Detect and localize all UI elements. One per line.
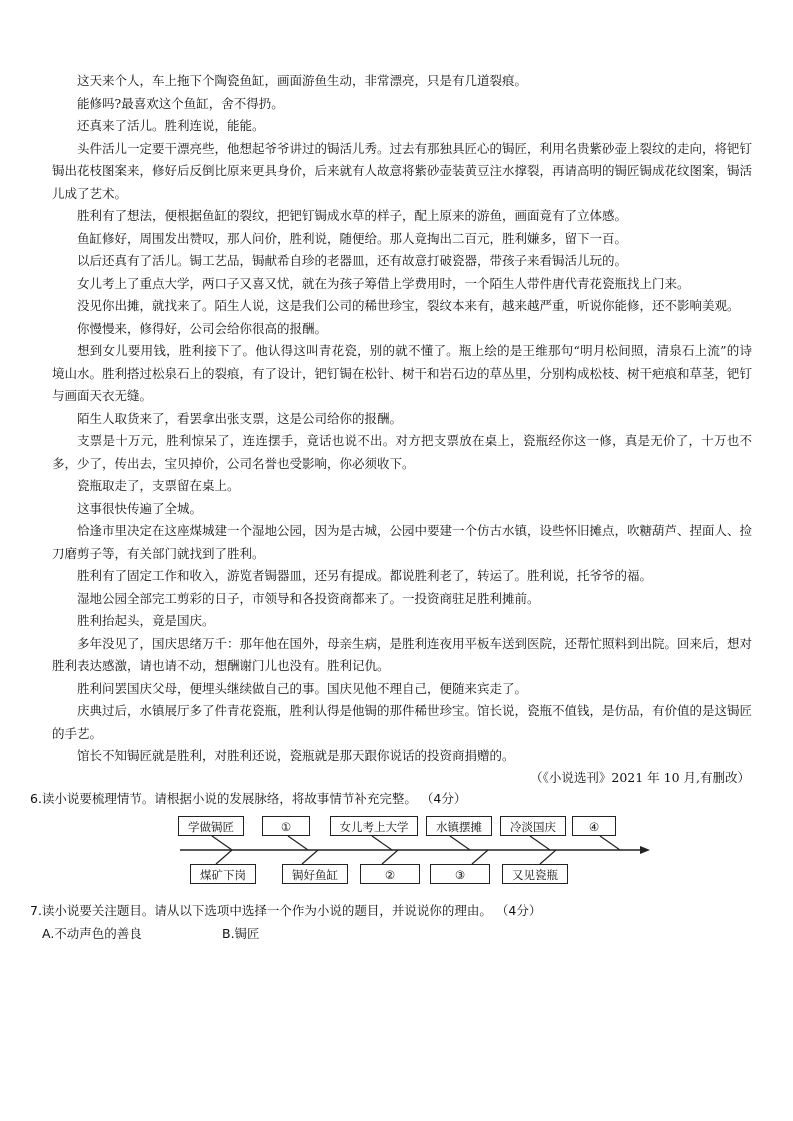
- top-box-5: 冷淡国庆: [500, 816, 566, 836]
- top-bone: [530, 836, 550, 850]
- story-paragraph: 瓷瓶取走了，支票留在桌上。: [77, 478, 240, 493]
- bottom-bone: [540, 850, 556, 864]
- bottom-box-1: 煤矿下岗: [190, 864, 256, 884]
- top-box-6: ④: [572, 816, 616, 836]
- story-paragraph: 以后还真有了活儿。锔工艺品，锔献希自珍的老器皿，还有故意打破瓷器，带孩子来看锔活儿玩的。: [77, 253, 628, 268]
- story-paragraph: 这事很快传遍了全城。: [77, 500, 203, 516]
- top-bone: [450, 836, 470, 850]
- story-paragraph: 没见你出摊，就找来了。陌生人说，这是我们公司的稀世珍宝，裂纹本来有，越来越严重，听说你能修，还不影响美观。: [77, 298, 740, 313]
- bottom-bone: [216, 850, 232, 864]
- story-paragraph: 还真来了活儿。胜利连说，能能。: [77, 118, 265, 133]
- bottom-bone: [382, 850, 398, 864]
- bottom-bone: [472, 850, 488, 864]
- top-bone: [372, 836, 392, 850]
- bottom-bone: [302, 850, 318, 864]
- story-paragraph: 胜利有了想法，便根据鱼缸的裂纹，把钯钉锔成水草的样子，配上原来的游鱼，画面竟有了立体感。: [77, 208, 628, 223]
- question-6: 6.读小说要梳理情节。请根据小说的发展脉络，将故事情节补充完整。 （4分）: [30, 790, 467, 806]
- top-bone: [600, 836, 620, 850]
- story-paragraph: 头件活儿一定要干漂亮些，他想起爷爷讲过的锔活儿秀。过去有那独具匠心的锔匠，利用名贵紫砂壶上裂纹的走向，将钯钉锔出花枝图案来，修好后反倒比原来更具身价，后来就有人故意将紫砂壶装黄豆注水撑裂，再请高明的锔匠锔成花纹图案，锔活儿成了艺术。: [52, 140, 753, 201]
- question-7-options: [42, 922, 752, 946]
- story-paragraph: 湿地公园全部完工剪彩的日子，市领导和各投资商都来了。一投资商驻足胜利摊前。: [77, 590, 540, 606]
- bottom-box-2: 锔好鱼缸: [282, 864, 348, 884]
- option-a: A.不动声色的善良: [42, 925, 142, 941]
- source-citation: （《小说选刊》2021 年 10 月,有删改）: [530, 769, 750, 785]
- story-paragraph: 支票是十万元，胜利惊呆了，连连摆手，竟话也说不出。对方把支票放在桌上，瓷瓶经你这一修，真是无价了，十万也不多，少了，传出去，宝贝掉价，公司名誉也受影响，你必须收下。: [52, 433, 752, 471]
- top-box-3: 女儿考上大学: [330, 816, 418, 836]
- story-paragraph: 多年没见了，国庆思绪万千：那年他在国外，母亲生病，是胜利连夜用平板车送到医院，还帮忙照料到出院。回来后，想对胜利表达感激，请也请不动，想酬谢门儿也没有。胜利记仇。: [52, 635, 753, 673]
- story-paragraph: 想到女儿要用钱，胜利接下了。他认得这叫青花瓷，别的就不懂了。瓶上绘的是王维那句“明月松间照，清泉石上流”的诗境山水。胜利搭过松泉石上的裂痕，有了设计，钯钉锔在松针、树干和岩石边的草丛里，分别构成松枝、树干疤痕和草茎，钯钉与画面天衣无缝。: [52, 343, 753, 403]
- story-paragraph: 鱼缸修好，周围发出赞叹，那人问价，胜利说，随便给。那人竟掏出二百元，胜利嫌多，留下一百。: [77, 230, 628, 246]
- story-paragraph: 胜利有了固定工作和收入，游览者锔器皿，还另有提成。都说胜利老了，转运了。胜利说，托爷爷的福。: [77, 568, 653, 583]
- story-paragraph: 胜利问罢国庆父母，便埋头继续做自己的事。国庆见他不理自己，便随来宾走了。: [77, 680, 528, 696]
- story-text: [52, 70, 752, 768]
- top-bone: [288, 836, 308, 850]
- bottom-box-3: ②: [360, 864, 420, 884]
- story-paragraph: 能修吗?最喜欢这个鱼缸，舍不得扔。: [77, 95, 284, 111]
- document-page: [30, 70, 753, 946]
- top-box-2: ①: [262, 816, 310, 836]
- option-b: B.锔匠: [222, 925, 260, 941]
- spine-arrowhead: [640, 846, 650, 854]
- top-bone: [212, 836, 232, 850]
- story-paragraph: 恰逢市里决定在这座煤城建一个湿地公园，因为是古城，公园中要建一个仿古水镇，设些怀旧摊点，吹糖葫芦、捏面人、捡刀磨剪子等，有关部门就找到了胜利。: [52, 523, 753, 561]
- story-paragraph: 庆典过后，水镇展厅多了件青花瓷瓶，胜利认得是他锔的那件稀世珍宝。馆长说，瓷瓶不值钱，是仿品，有价值的是这锔匠的手艺。: [52, 703, 753, 741]
- story-paragraph: 陌生人取货来了，看罢拿出张支票，这是公司给你的报酬。: [77, 410, 403, 426]
- story-paragraph: 你慢慢来，修得好，公司会给你很高的报酬。: [77, 320, 328, 336]
- story-paragraph: 女儿考上了重点大学，两口子又喜又忧，就在为孩子筹借上学费用时，一个陌生人带件唐代青花瓷瓶找上门来。: [77, 275, 690, 291]
- bottom-box-5: 又见瓷瓶: [502, 864, 568, 884]
- story-paragraph: 胜利抬起头，竟是国庆。: [77, 613, 215, 628]
- question-7: 7.读小说要关注题目。请从以下选项中选择一个作为小说的题目，并说说你的理由。 （4分）: [30, 902, 542, 918]
- story-paragraph: 馆长不知锔匠就是胜利，对胜利还说，瓷瓶就是那天跟你说话的投资商捐赠的。: [77, 748, 515, 763]
- story-paragraph: 这天来个人，车上拖下个陶瓷鱼缸，画面游鱼生动，非常漂亮，只是有几道裂痕。: [77, 73, 528, 88]
- bottom-box-4: ③: [430, 864, 490, 884]
- top-box-1: 学做锔匠: [178, 816, 244, 836]
- plot-fishbone-diagram: [52, 814, 752, 886]
- top-box-4: 水镇摆摊: [426, 816, 492, 836]
